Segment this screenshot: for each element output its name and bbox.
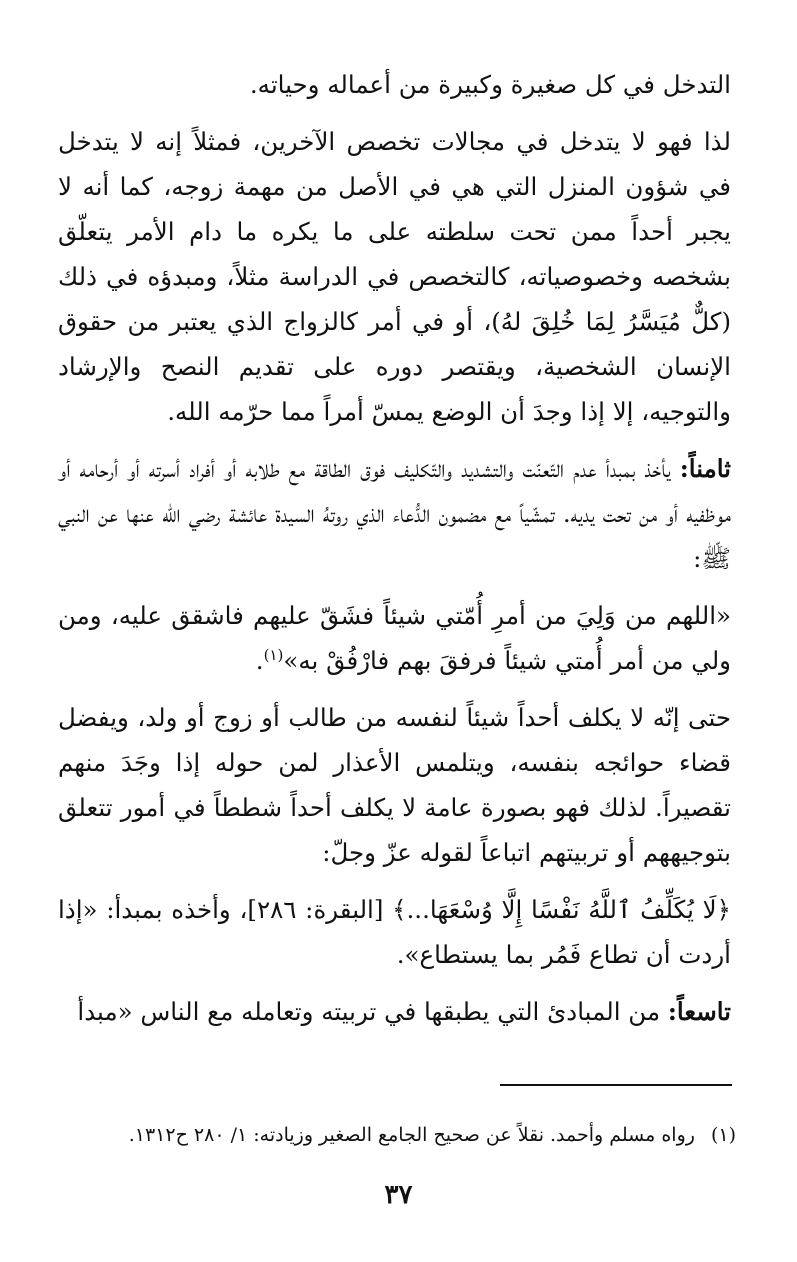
footnote-number: (١): [710, 1124, 736, 1146]
paragraph-hadith-quote: [58, 593, 731, 683]
paragraph-text: التدخل في كل صغيرة وكبيرة من أعماله وحياته.: [249, 70, 731, 99]
footnote-separator: [500, 1084, 732, 1086]
footnote-reference: (١): [263, 645, 284, 664]
hadith-tail: .: [255, 646, 264, 675]
paragraph-text: من المبادئ التي يطبقها في تربيته وتعامله مع الناس «مبدأ: [77, 997, 668, 1026]
section-lead-eighth: ثامناً:: [679, 454, 731, 483]
section-lead-ninth: تاسعاً:: [667, 997, 731, 1026]
paragraph-continuation: [58, 62, 731, 107]
paragraph-text: يأخذ بمبدأ عدم التّعنّت والتشديد والتّكليف فوق الطاقة مع طلابه أو أفراد أسرته أو أرحامه أو موظفيه أو من تحت يديه. تمشّياً مع مضمون الدُّعاء الذي روتهُ السيدة عائشة رضي الله عنها عن النبي ﷺ:: [58, 454, 731, 573]
verse-text: ﴿لَا يُكَلِّفُ ٱللَّهُ نَفْسًا إِلَّا وُسْعَهَا...﴾ [البقرة: ٢٨٦]، وأخذه بمبدأ: «إذا أردت أن تطاع فَمُر بما يستطاع».: [58, 895, 731, 969]
body-text: [58, 62, 731, 1046]
footnote: [58, 1120, 736, 1150]
paragraph-ninth: [58, 989, 731, 1034]
paragraph-text: حتى إنّه لا يكلف أحداً شيئاً لنفسه من طالب أو زوج أو ولد، ويفضل قضاء حوائجه بنفسه، ويتلمس الأعذار لمن حوله إذا وجَدَ منهم تقصيراً. لذلك فهو بصورة عامة لا يكلف أحداً شططاً في أمور تتعلق بتوجيههم أو تربيتهم اتباعاً لقوله عزّ وجلّ:: [58, 703, 731, 867]
paragraph-text: لذا فهو لا يتدخل في مجالات تخصص الآخرين، فمثلاً إنه لا يتدخل في شؤون المنزل التي هي في الأصل من مهمة زوجه، كما أنه لا يجبر أحداً ممن تحت سلطته على ما يكره ما دام الأمر يتعلّق بشخصه وخصوصياته، كالتخصص في الدراسة مثلاً، ومبدؤه في ذلك (كلٌّ مُيَسَّرُ لِمَا خُلِقَ لهُ)، أو في أمر كالزواج الذي يعتبر من حقوق الإنسان الشخصية، ويقتصر دوره على تقديم النصح والإرشاد والتوجيه، إلا إذا وجدَ أن الوضع يمسّ أمراً مما حرّمه الله.: [58, 127, 731, 426]
paragraph-eighth: [58, 446, 731, 581]
paragraph-no-burden: [58, 695, 731, 875]
hadith-text: «اللهم من وَلِيَ من أمرِ أُمّتي شيئاً فشَقّ عليهم فاشقق عليه، ومن ولي من أمر أُمتي شيئاً فرفقَ بهم فارْفُقْ به»: [58, 601, 731, 675]
footnote-text: رواه مسلم وأحمد. نقلاً عن صحيح الجامع الصغير وزيادته: ١/ ٢٨٠ ح١٣١٢.: [128, 1124, 695, 1146]
paragraph-quran-verse: [58, 887, 731, 977]
paragraph-non-interference: [58, 119, 731, 434]
page-number: ٣٧: [384, 1180, 413, 1210]
